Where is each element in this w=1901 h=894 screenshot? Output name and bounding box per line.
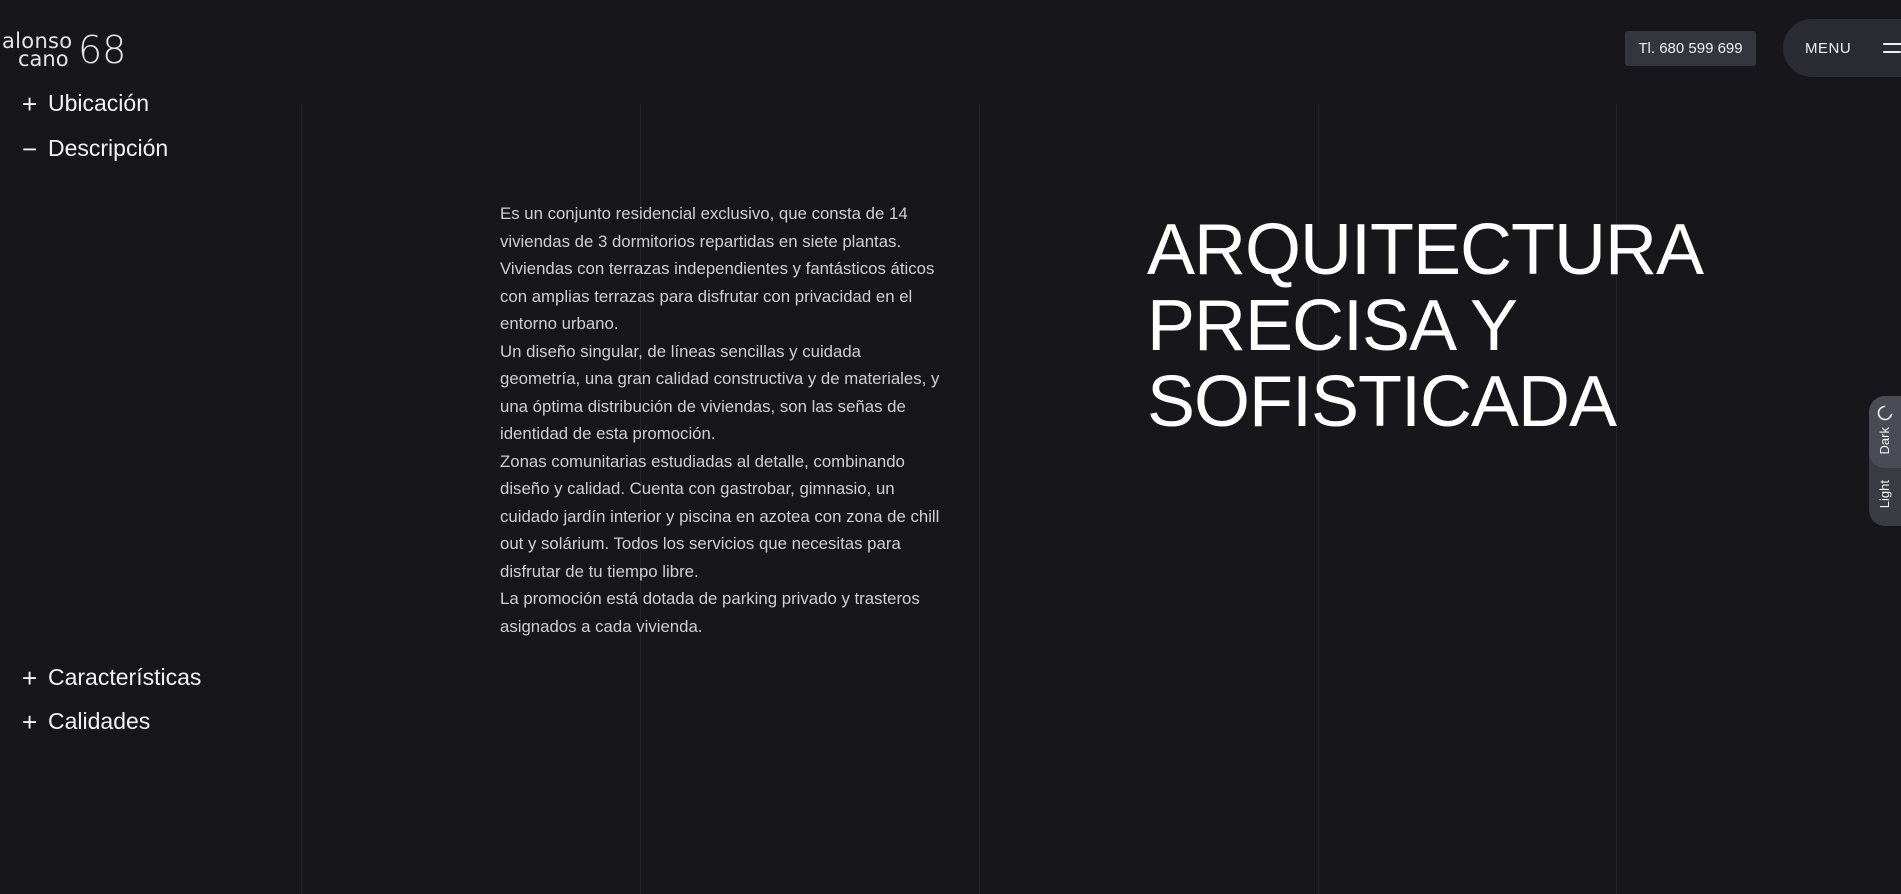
logo-word-cano: cano — [18, 47, 69, 71]
grid-line — [979, 104, 980, 894]
headline-line-2: PRECISA Y — [1147, 286, 1517, 366]
moon-icon — [1877, 405, 1893, 421]
theme-toggle[interactable] — [1869, 396, 1901, 526]
plus-icon: + — [22, 662, 38, 693]
description-text — [500, 200, 945, 640]
description-paragraph: Zonas comunitarias estudiadas al detalle, combinando diseño y calidad. Cuenta con gastrobar, gimnasio, un cuidado jardín interior y piscina en azotea con zona de chill out y solárium. Todos los servicios que necesitas para disfrutar de tu tiempo libre. — [500, 451, 940, 581]
accordion-label: Calidades — [48, 708, 151, 734]
accordion-item-calidades[interactable] — [22, 708, 150, 735]
dark-mode-button[interactable] — [1869, 396, 1901, 468]
light-label[interactable]: Light — [1877, 480, 1892, 509]
accordion-label: Características — [48, 664, 202, 690]
headline-line-3: SOFISTICADA — [1147, 362, 1617, 442]
accordion-label: Ubicación — [48, 90, 149, 116]
logo-word-alonso: alonso — [2, 29, 73, 53]
headline-line-1: ARQUITECTURA — [1147, 210, 1704, 290]
plus-icon: + — [22, 88, 38, 119]
grid-line — [301, 104, 302, 894]
description-paragraph: La promoción está dotada de parking privado y trasteros asignados a cada vivienda. — [500, 589, 920, 636]
plus-icon: + — [22, 706, 38, 737]
headline — [1147, 212, 1703, 440]
logo-number: 68 — [78, 28, 127, 72]
accordion-item-descripcion[interactable] — [22, 135, 168, 162]
dark-label: Dark — [1877, 427, 1892, 455]
menu-label: MENU — [1805, 39, 1852, 57]
minus-icon: − — [22, 133, 38, 164]
description-paragraph: Es un conjunto residencial exclusivo, que consta de 14 viviendas de 3 dormitorios repartidas en siete plantas. Viviendas con terrazas independientes y fantásticos áticos con amplias terrazas para disfrutar con privacidad en el entorno urbano. — [500, 204, 935, 333]
accordion-label: Descripción — [48, 135, 169, 161]
header-band — [0, 0, 1901, 104]
phone-label: Tl. 680 599 699 — [1638, 40, 1743, 57]
description-paragraph: Un diseño singular, de líneas sencillas y cuidada geometría, una gran calidad constructiva y de materiales, y una óptima distribución de viviendas, son las señas de identidad de esta promoción. — [500, 341, 940, 443]
accordion-item-caracteristicas[interactable] — [22, 664, 201, 691]
